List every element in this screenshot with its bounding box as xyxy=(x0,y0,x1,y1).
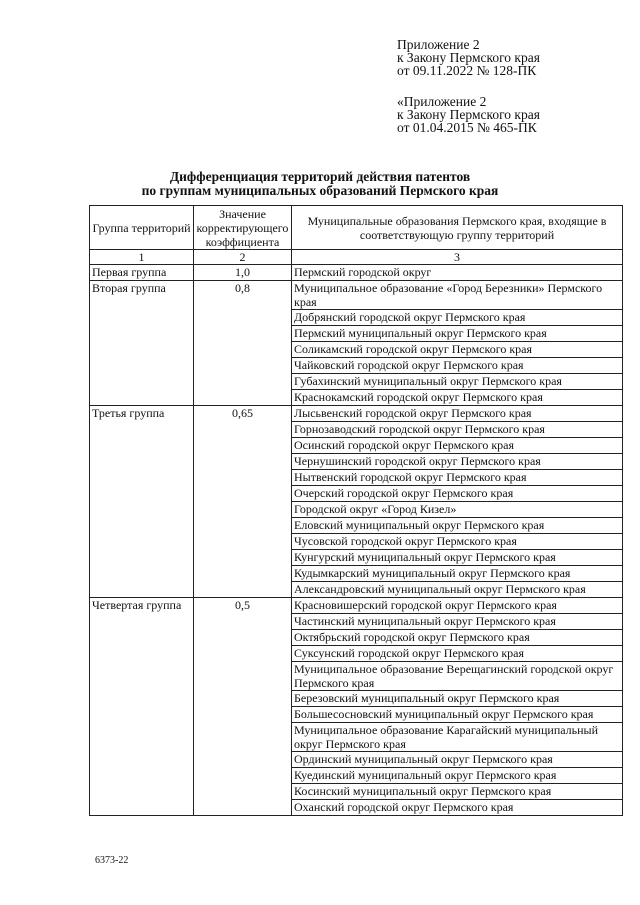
appendix-header xyxy=(397,38,540,77)
municipality-cell: Муниципальное образование Верещагинский городской округ Пермского края xyxy=(292,662,623,691)
group-coefficient: 1,0 xyxy=(194,265,292,281)
municipality-cell: Березовский муниципальный округ Пермского края xyxy=(292,691,623,707)
municipality-cell: Муниципальное образование «Город Березники» Пермского края xyxy=(292,281,623,310)
municipality-cell: Куединский муниципальный округ Пермского края xyxy=(292,768,623,784)
municipality-cell: Добрянский городской округ Пермского края xyxy=(292,310,623,326)
appendix-line: к Закону Пермского края xyxy=(397,50,540,65)
table-row xyxy=(90,281,623,310)
municipality-cell: Осинский городской округ Пермского края xyxy=(292,438,623,454)
municipality-cell: Соликамский городской округ Пермского края xyxy=(292,342,623,358)
municipality-cell: Большесосновский муниципальный округ Пермского края xyxy=(292,707,623,723)
column-number: 2 xyxy=(194,250,292,265)
municipality-cell: Муниципальное образование Карагайский муниципальный округ Пермского края xyxy=(292,723,623,752)
municipality-cell: Кудымкарский муниципальный округ Пермского края xyxy=(292,566,623,582)
municipality-cell: Чернушинский городской округ Пермского края xyxy=(292,454,623,470)
header-municipalities: Муниципальные образования Пермского края, входящие в соответствующую группу территорий xyxy=(292,206,623,250)
header-coefficient: Значение корректирующего коэффициента xyxy=(194,206,292,250)
municipality-cell: Горнозаводский городской округ Пермского края xyxy=(292,422,623,438)
municipality-cell: Очерский городской округ Пермского края xyxy=(292,486,623,502)
municipality-cell: Александровский муниципальный округ Пермского края xyxy=(292,582,623,598)
municipality-cell: Кунгурский муниципальный округ Пермского края xyxy=(292,550,623,566)
appendix-line: Приложение 2 xyxy=(397,37,480,52)
municipality-cell: Пермский городской округ xyxy=(292,265,623,281)
group-name: Четвертая группа xyxy=(90,598,194,816)
title-line: Дифференциация территорий действия патентов xyxy=(169,169,471,184)
municipality-cell: Пермский муниципальный округ Пермского края xyxy=(292,326,623,342)
appendix-line: «Приложение 2 xyxy=(397,94,487,109)
table-row xyxy=(90,406,623,422)
patent-territory-table xyxy=(89,205,623,816)
header-group: Группа территорий xyxy=(90,206,194,250)
group-name: Вторая группа xyxy=(90,281,194,406)
municipality-cell: Ординский муниципальный округ Пермского края xyxy=(292,752,623,768)
group-coefficient: 0,5 xyxy=(194,598,292,816)
municipality-cell: Октябрьский городской округ Пермского края xyxy=(292,630,623,646)
municipality-cell: Косинский муниципальный округ Пермского края xyxy=(292,784,623,800)
appendix-line: от 09.11.2022 № 128-ПК xyxy=(397,63,537,78)
municipality-cell: Суксунский городской округ Пермского края xyxy=(292,646,623,662)
group-name: Первая группа xyxy=(90,265,194,281)
municipality-cell: Краснокамский городской округ Пермского края xyxy=(292,390,623,406)
table-header-row xyxy=(90,206,623,250)
column-number: 1 xyxy=(90,250,194,265)
municipality-cell: Частинский муниципальный округ Пермского края xyxy=(292,614,623,630)
group-coefficient: 0,8 xyxy=(194,281,292,406)
title-line: по группам муниципальных образований Пермского края xyxy=(141,183,499,198)
municipality-cell: Лысьвенский городской округ Пермского края xyxy=(292,406,623,422)
original-appendix-header xyxy=(397,95,540,134)
municipality-cell: Нытвенский городской округ Пермского края xyxy=(292,470,623,486)
appendix-line: к Закону Пермского края xyxy=(397,107,540,122)
municipality-cell: Красновишерский городской округ Пермского края xyxy=(292,598,623,614)
appendix-line: от 01.04.2015 № 465-ПК xyxy=(397,120,537,135)
group-name: Третья группа xyxy=(90,406,194,598)
document-title xyxy=(0,170,640,198)
group-coefficient: 0,65 xyxy=(194,406,292,598)
table-row xyxy=(90,598,623,614)
municipality-cell: Чайковский городской округ Пермского края xyxy=(292,358,623,374)
column-number: 3 xyxy=(292,250,623,265)
table-row xyxy=(90,265,623,281)
municipality-cell: Чусовской городской округ Пермского края xyxy=(292,534,623,550)
municipality-cell: Губахинский муниципальный округ Пермского края xyxy=(292,374,623,390)
municipality-cell: Оханский городской округ Пермского края xyxy=(292,800,623,816)
table-body xyxy=(90,265,623,816)
municipality-cell: Городской округ «Город Кизел» xyxy=(292,502,623,518)
document-code: 6373-22 xyxy=(95,855,129,866)
column-number-row xyxy=(90,250,623,265)
municipality-cell: Еловский муниципальный округ Пермского края xyxy=(292,518,623,534)
